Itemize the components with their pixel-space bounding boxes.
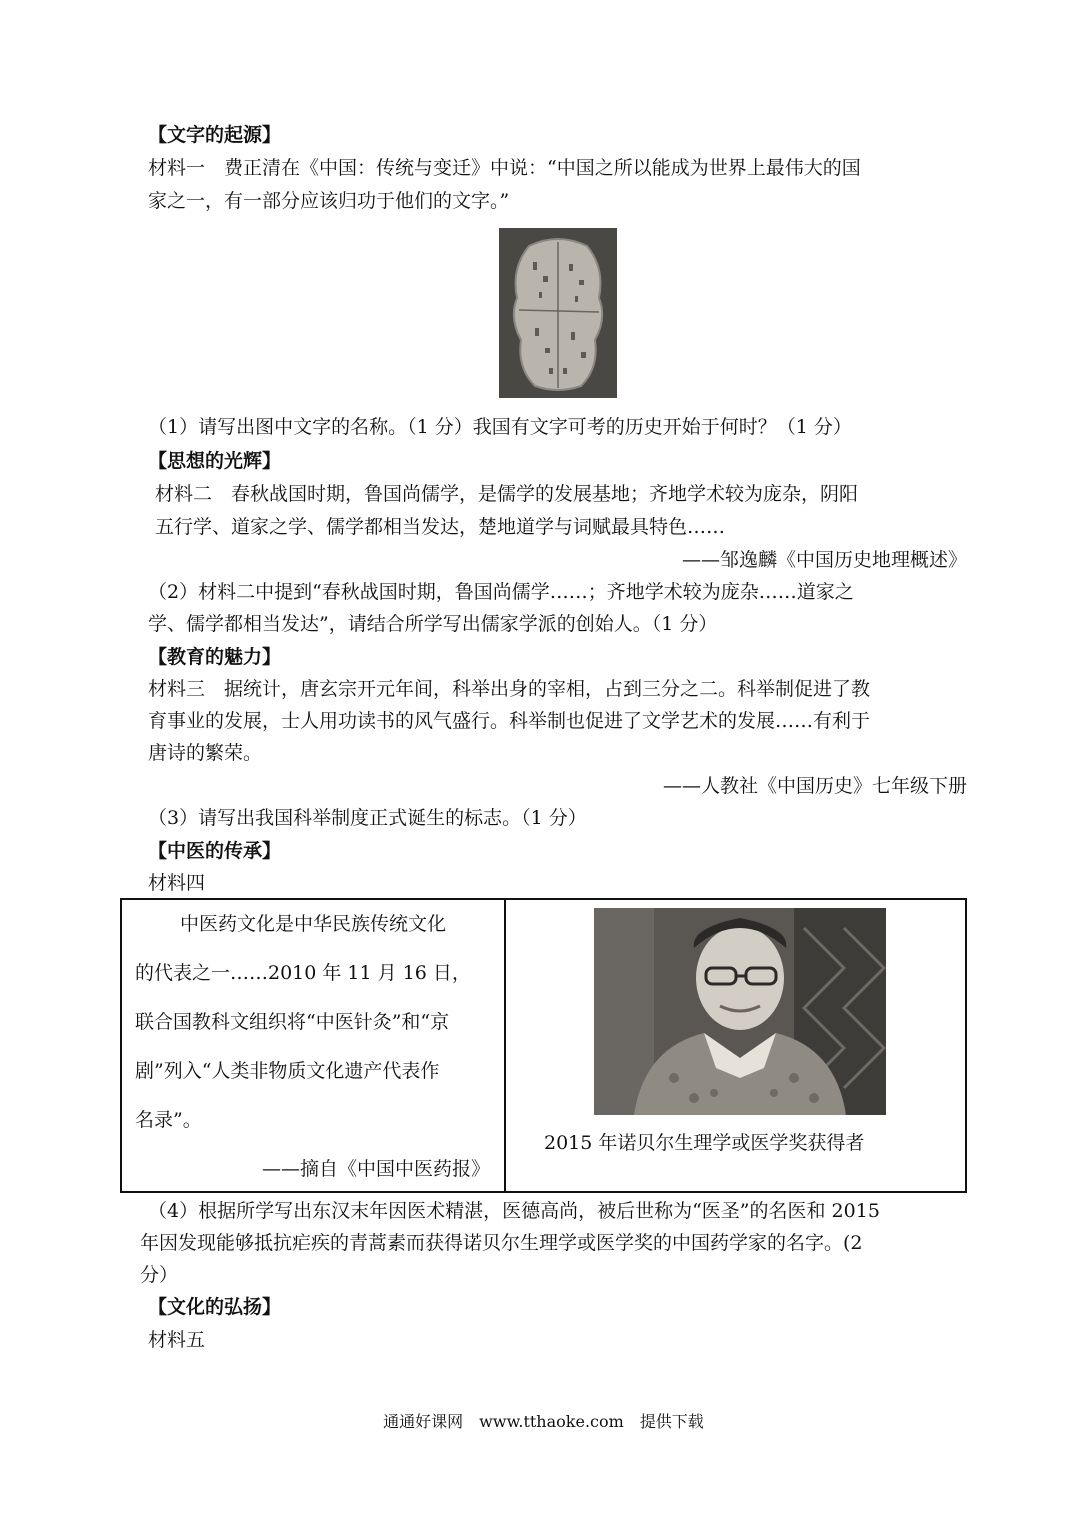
material-3-line-2: 育事业的发展，士人用功读书的风气盛行。科举制也促进了文学艺术的发展……有利于 (148, 710, 871, 732)
section-heading-education: 【教育的魅力】 (148, 646, 282, 668)
material-1-line-2: 家之一，有一部分应该归功于他们的文字。” (148, 190, 510, 212)
material-2-line-1: 材料二 春秋战国时期，鲁国尚儒学，是儒学的发展基地；齐地学术较为庞杂，阴阳 (155, 483, 859, 505)
material-4-cell-line-2: 的代表之一……2010 年 11 月 16 日， (135, 962, 471, 984)
question-2-line-1: （2）材料二中提到“春秋战国时期，鲁国尚儒学……；齐地学术较为庞杂……道家之 (148, 581, 854, 603)
material-4-text-cell (121, 899, 505, 1192)
photo-caption: 2015 年诺贝尔生理学或医学奖获得者 (544, 1132, 865, 1154)
material-4-photo-cell (505, 899, 966, 1192)
question-4-line-1: （4）根据所学写出东汉末年因医术精湛，医德高尚，被后世称为“医圣”的名医和 2015 (148, 1200, 880, 1222)
question-2-line-2: 学、儒学都相当发达”，请结合所学写出儒家学派的创始人。（1 分） (148, 613, 718, 635)
material-4-table (120, 898, 967, 1193)
oracle-bone-image (499, 228, 617, 398)
page-footer: 通通好课网 www.tthaoke.com 提供下载 (383, 1412, 704, 1431)
material-4-cell-line-3: 联合国教科文组织将“中医针灸”和“京 (135, 1011, 450, 1033)
question-4-line-2: 年因发现能够抵抗疟疾的青蒿素而获得诺贝尔生理学或医学奖的中国药学家的名字。(2 (140, 1232, 863, 1254)
section-heading-medicine: 【中医的传承】 (148, 840, 282, 862)
material-3-line-1: 材料三 据统计，唐玄宗开元年间，科举出身的宰相，占到三分之二。科举制促进了教 (148, 678, 871, 700)
material-4-cell-line-1: 中医药文化是中华民族传统文化 (180, 913, 447, 935)
material-3-line-3: 唐诗的繁荣。 (148, 742, 263, 764)
material-4-cell-line-4: 剧”列入“人类非物质文化遗产代表作 (135, 1060, 440, 1082)
material-4-label: 材料四 (148, 872, 206, 894)
material-3-source: ——人教社《中国历史》七年级下册 (662, 775, 967, 797)
material-4-cell-line-5: 名录”。 (135, 1109, 202, 1131)
question-1: （1）请写出图中文字的名称。（1 分）我国有文字可考的历史开始于何时？（1 分） (148, 416, 852, 438)
question-4-line-3: 分） (140, 1264, 179, 1286)
section-heading-writing-origin: 【文字的起源】 (148, 124, 282, 146)
material-1-line-1: 材料一 费正清在《中国：传统与变迁》中说：“中国之所以能成为世界上最伟大的国 (148, 157, 861, 179)
section-heading-culture: 【文化的弘扬】 (148, 1296, 282, 1318)
material-5-label: 材料五 (148, 1329, 206, 1351)
material-2-line-2: 五行学、道家之学、儒学都相当发达，楚地道学与词赋最具特色…… (155, 516, 726, 538)
portrait-photo (594, 908, 886, 1115)
question-3: （3）请写出我国科举制度正式诞生的标志。（1 分） (148, 807, 587, 829)
material-2-source: ——邹逸麟《中国历史地理概述》 (681, 549, 967, 571)
material-4-cell-source: ——摘自《中国中医药报》 (261, 1158, 490, 1180)
section-heading-thought: 【思想的光辉】 (148, 450, 282, 472)
